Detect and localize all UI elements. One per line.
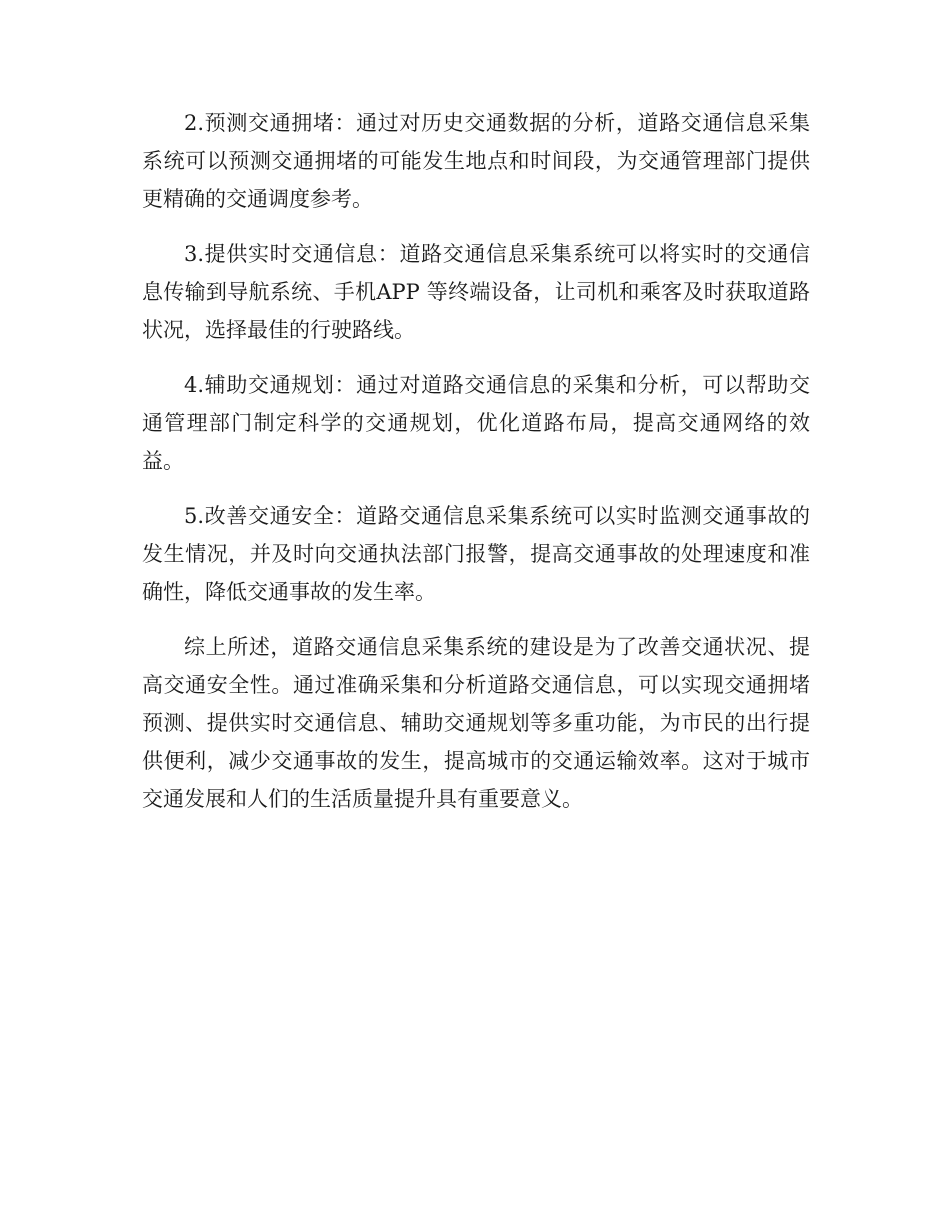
paragraph-traffic-planning: 4.辅助交通规划：通过对道路交通信息的采集和分析，可以帮助交通管理部门制定科学的交通规划，优化道路布局，提高交通网络的效益。 <box>142 373 810 473</box>
paragraph-summary: 综上所述，道路交通信息采集系统的建设是为了改善交通状况、提高交通安全性。通过准确采集和分析道路交通信息，可以实现交通拥堵预测、提供实时交通信息、辅助交通规划等多重功能，为市民的出行提供便利，减少交通事故的发生，提高城市的交通运输效率。这对于城市交通发展和人们的生活质量提升具有重要意义。 <box>142 635 810 811</box>
paragraph-predict-congestion: 2.预测交通拥堵：通过对历史交通数据的分析，道路交通信息采集系统可以预测交通拥堵的可能发生地点和时间段，为交通管理部门提供更精确的交通调度参考。 <box>142 111 810 211</box>
paragraph-traffic-safety: 5.改善交通安全：道路交通信息采集系统可以实时监测交通事故的发生情况，并及时向交通执法部门报警，提高交通事故的处理速度和准确性，降低交通事故的发生率。 <box>142 504 810 604</box>
document-body <box>142 104 810 835</box>
paragraph-realtime-info: 3.提供实时交通信息：道路交通信息采集系统可以将实时的交通信息传输到导航系统、手机APP 等终端设备，让司机和乘客及时获取道路状况，选择最佳的行驶路线。 <box>142 242 810 342</box>
